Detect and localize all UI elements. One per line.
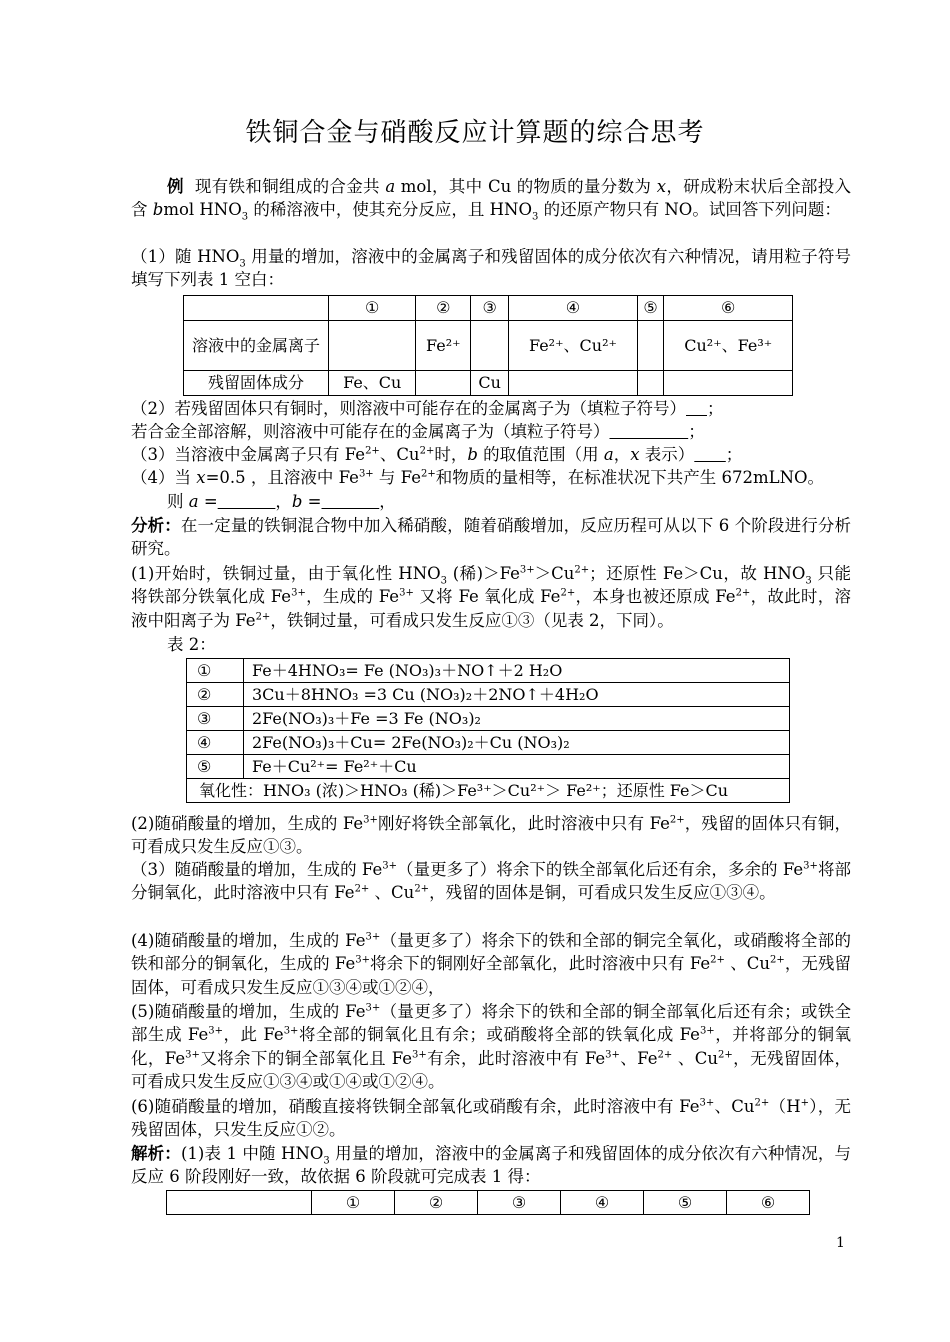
t1-col-2: ②	[416, 296, 471, 321]
analysis-2: (2)随硝酸量的增加，生成的 $Fe^{3+}$刚好将铁全部氧化，此时溶液中只有 $Fe^{2+}$，残留的固体只有铜，可看成只发生反应①③。	[131, 814, 851, 857]
question-2a: （2）若残留固体只有铜时，则溶液中可能存在的金属离子为（填粒子符号） ；	[131, 399, 724, 418]
page-number: 1	[836, 1235, 845, 1251]
t3-col-1: ①	[312, 1191, 395, 1215]
page-title: 铁铜合金与硝酸反应计算题的综合思考	[245, 118, 705, 148]
solution-1: 解析：(1)表 1 中随 $HNO_3$ 用量的增加，溶液中的金属离子和残留固体的成分依次有六种情况，与反应 6 阶段刚好一致，故依据 6 阶段就可完成表 1 得：	[131, 1144, 851, 1187]
t1-col-1: ①	[329, 296, 416, 321]
t2-eq-2: 3Cu＋8HNO₃ =3 Cu (NO₃)₂＋2NO↑＋4H₂O	[244, 683, 790, 707]
t1-col-5: ⑤	[637, 296, 664, 321]
question-2b: 若合金全部溶解，则溶液中可能存在的金属离子为（填粒子符号） ；	[131, 422, 705, 441]
t1-solid-4	[509, 371, 638, 396]
t2-num-3: ③	[187, 707, 244, 731]
question-4: （4）当 x=0.5 ，且溶液中 $Fe^{3+}$ 与 $Fe^{2+}$和物质的量相等，在标准状况下共产生 672mLNO。	[131, 468, 825, 487]
analysis-6: (6)随硝酸量的增加，硝酸直接将铁铜全部氧化或硝酸有余，此时溶液中有 $Fe^{3+}$、$Cu^{2+}(H^+)$，无残留固体，只发生反应①②。	[131, 1097, 852, 1140]
question-3: （3）当溶液中金属离子只有 $Fe^{2+}$、$Cu^{2+}$时，b 的取值范围（用 a，x 表示） ；	[131, 445, 743, 464]
table-1	[183, 295, 793, 396]
t3-col-5: ⑤	[644, 1191, 727, 1215]
analysis-1: (1)开始时，铁铜过量，由于氧化性 $HNO_3$ (稀)$>Fe^{3+}>Cu^{2+}$；还原性 Fe＞Cu，故 $HNO_3$ 只能将铁部分铁氧化成 $Fe^{3+}$，生成的 $Fe^{3+}$ 又将 Fe 氧化成 $Fe^{2+}$，本身也被还原成 $Fe^{2+}$，故此时，溶液中阳离子为 $Fe^{2+}$，铁铜过量，可看成只发生反应①③（见表 2，下同）。	[131, 564, 851, 630]
analysis-intro: 分析：在一定量的铁铜混合物中加入稀硝酸，随着硝酸增加，反应历程可从以下 6 个阶段进行分析研究。	[131, 516, 851, 559]
t2-eq-5: Fe＋Cu²⁺= Fe²⁺＋Cu	[244, 755, 790, 779]
t1-solid-3: Cu	[471, 371, 509, 396]
t1-col-3: ③	[471, 296, 509, 321]
t1-ions-1	[329, 321, 416, 371]
t2-num-1: ①	[187, 659, 244, 683]
t1-ions-5	[637, 321, 664, 371]
t1-row-solid-label: 残留固体成分	[184, 371, 329, 396]
t1-solid-5	[637, 371, 664, 396]
t2-eq-3: 2Fe(NO₃)₃＋Fe =3 Fe (NO₃)₂	[244, 707, 790, 731]
t1-solid-6	[664, 371, 793, 396]
t2-num-5: ⑤	[187, 755, 244, 779]
question-1: （1）随 $HNO_3$ 用量的增加，溶液中的金属离子和残留固体的成分依次有六种情况，请用粒子符号填写下列表 1 空白：	[131, 247, 851, 290]
t1-col-6: ⑥	[664, 296, 793, 321]
t2-num-4: ④	[187, 731, 244, 755]
t1-ions-3	[471, 321, 509, 371]
question-4-blanks: 则 a = ，b = ，	[167, 492, 396, 511]
t1-ions-2: Fe²⁺	[416, 321, 471, 371]
t1-col-4: ④	[509, 296, 638, 321]
t1-solid-1: Fe、Cu	[329, 371, 416, 396]
example-label: 例	[167, 177, 184, 196]
example-intro: 例 现有铁和铜组成的合金共 a mol，其中 Cu 的物质的量分数为 x，研成粉末状后全部投入含 bmol $HNO_3$ 的稀溶液中，使其充分反应，且 $HNO_3$ 的还原产物只有 NO。试回答下列问题：	[131, 177, 851, 223]
t1-row-ions-label: 溶液中的金属离子	[184, 321, 329, 371]
t3-col-2: ②	[395, 1191, 478, 1215]
t2-eq-4: 2Fe(NO₃)₃＋Cu= 2Fe(NO₃)₂＋Cu (NO₃)₂	[244, 731, 790, 755]
table-2	[186, 658, 790, 803]
analysis-5: (5)随硝酸量的增加，生成的 $Fe^{3+}$（量更多了）将余下的铁和全部的铜全部氧化后还有余；或铁全部生成 $Fe^{3+}$，此 $Fe^{3+}$将全部的铜氧化且有余；或硝酸将全部的铁氧化成 $Fe^{3+}$，并将部分的铜氧化，$Fe^{3+}$又将余下的铜全部氧化且 $Fe^{3+}$有余，此时溶液中有 $Fe^{3+}$、$Fe^{2+}$ 、$Cu^{2+}$，无残留固体，可看成只发生反应①③④或①④或①②④。	[131, 1002, 852, 1091]
t1-solid-2	[416, 371, 471, 396]
t3-col-4: ④	[561, 1191, 644, 1215]
analysis-3: （3）随硝酸量的增加，生成的 $Fe^{3+}$（量更多了）将余下的铁全部氧化后还有余，多余的 $Fe^{3+}$将部分铜氧化，此时溶液中只有 $Fe^{2+}$ 、$Cu^{2+}$，残留的固体是铜，可看成只发生反应①③④。	[131, 860, 851, 903]
analysis-4: (4)随硝酸量的增加，生成的 $Fe^{3+}$（量更多了）将余下的铁和全部的铜完全氧化，或硝酸将全部的铁和部分的铜氧化，生成的 $Fe^{3+}$将余下的铜刚好全部氧化，此时溶液中只有 $Fe^{2+}$ 、$Cu^{2+}$，无残留固体，可看成只发生反应①③④或①②④，	[131, 931, 851, 997]
t2-footer: 氧化性：HNO₃ (浓)＞HNO₃ (稀)＞Fe³⁺＞Cu²⁺＞ Fe²⁺；还原性 Fe＞Cu	[187, 779, 790, 803]
table2-label: 表 2：	[167, 635, 216, 654]
t1-ions-6: Cu²⁺、Fe³⁺	[664, 321, 793, 371]
table-3	[166, 1190, 810, 1215]
t3-col-6: ⑥	[727, 1191, 810, 1215]
t2-eq-1: Fe＋4HNO₃= Fe (NO₃)₃＋NO↑＋2 H₂O	[244, 659, 790, 683]
t2-num-2: ②	[187, 683, 244, 707]
t1-ions-4: Fe²⁺、Cu²⁺	[509, 321, 638, 371]
t3-col-3: ③	[478, 1191, 561, 1215]
